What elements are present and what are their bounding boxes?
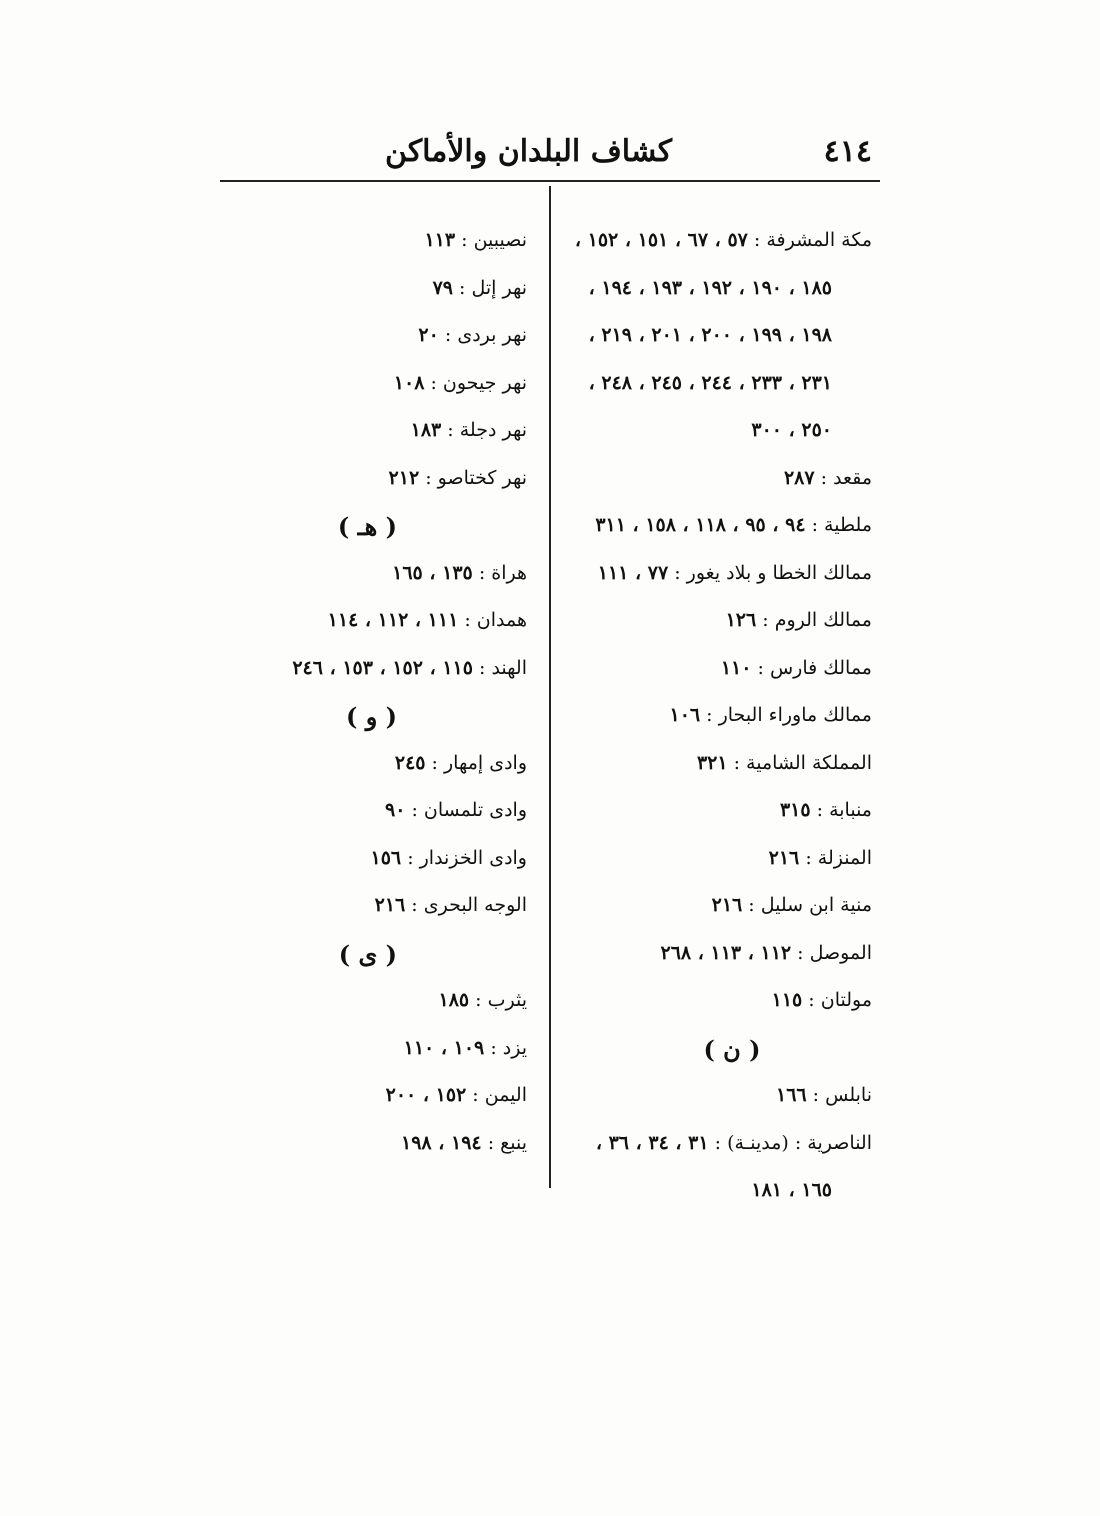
entry-place-name: الناصرية : (مدينـة) :	[714, 1131, 872, 1154]
entry-place-name: نهر جيحون :	[430, 371, 527, 394]
entry-page-numbers: ٥٧ ، ٦٧ ، ١٥١ ، ١٥٢ ،	[574, 229, 748, 251]
index-entry	[572, 648, 872, 696]
index-entry	[197, 1075, 527, 1123]
entry-place-name: نهر دجلة :	[447, 419, 527, 441]
section-letter-heading: ( هـ )	[337, 512, 397, 541]
index-entry-continuation	[572, 363, 872, 411]
page-number: ٤١٤	[823, 134, 872, 169]
entry-page-numbers: ٧٩	[432, 276, 453, 299]
entry-place-name: نهر بردى :	[444, 324, 527, 346]
index-entry	[197, 885, 527, 933]
entry-place-name: يزد :	[490, 1036, 527, 1059]
index-entry	[572, 885, 872, 933]
running-title: كشاف البلدان والأماكن	[384, 134, 672, 169]
entry-page-numbers: ٧٧ ، ١١١	[597, 561, 669, 584]
column-divider	[549, 186, 551, 1188]
entry-place-name: وادى تلمسان :	[411, 799, 527, 821]
entry-page-numbers: ٩٤ ، ٩٥ ، ١١٨ ، ١٥٨ ، ٣١١	[595, 514, 806, 536]
entry-place-name: نهر كختاصو :	[425, 466, 527, 489]
index-entry	[572, 933, 872, 981]
entry-page-numbers: ١٦٥ ، ١٨١	[751, 1179, 832, 1201]
index-entry-continuation	[572, 410, 872, 458]
entry-page-numbers: ١٥٢ ، ٢٠٠	[385, 1084, 467, 1106]
entry-place-name: ممالك الروم :	[762, 609, 872, 631]
index-entry	[197, 553, 527, 601]
entry-page-numbers: ١١٣	[424, 229, 456, 251]
index-entry	[572, 1075, 872, 1123]
entry-page-numbers: ٢١٦	[374, 894, 406, 916]
entry-page-numbers: ١١٥	[771, 989, 803, 1011]
entry-page-numbers: ١٨٥ ، ١٩٠ ، ١٩٢ ، ١٩٣ ، ١٩٤ ،	[588, 276, 832, 299]
index-entry	[572, 1123, 872, 1171]
entry-place-name: المنزلة :	[805, 846, 872, 869]
entry-place-name: مكة المشرفة :	[753, 229, 872, 251]
entry-page-numbers: ٢٤٥	[394, 751, 426, 774]
index-entry	[197, 838, 527, 886]
index-column-left	[197, 220, 527, 1170]
entry-page-numbers: ٢١٦	[711, 894, 743, 916]
entry-page-numbers: ٩٠	[385, 799, 406, 821]
index-entry	[197, 410, 527, 458]
index-column-right	[572, 220, 872, 1218]
entry-place-name: وادى الخزندار :	[407, 846, 527, 869]
index-entry	[197, 1028, 527, 1076]
index-entry	[572, 505, 872, 553]
entry-place-name: المملكة الشامية :	[733, 751, 872, 774]
entry-page-numbers: ١٩٤ ، ١٩٨	[401, 1131, 482, 1154]
index-entry	[572, 790, 872, 838]
entry-place-name: نابلس :	[812, 1084, 872, 1106]
index-entry	[572, 220, 872, 268]
index-entry-continuation	[572, 268, 872, 316]
page-header	[220, 128, 880, 176]
entry-page-numbers: ٢٠	[418, 324, 439, 346]
entry-page-numbers: ٢٥٠ ، ٣٠٠	[751, 419, 832, 441]
index-entry	[572, 695, 872, 743]
entry-place-name: الوجه البحرى :	[411, 894, 527, 916]
entry-page-numbers: ١١٠	[720, 656, 752, 679]
entry-place-name: ينبع :	[487, 1131, 527, 1154]
entry-page-numbers: ٢٣١ ، ٢٣٣ ، ٢٤٤ ، ٢٤٥ ، ٢٤٨ ،	[588, 371, 832, 394]
entry-page-numbers: ٢٨٧	[783, 466, 815, 489]
entry-page-numbers: ١٣٥ ، ١٦٥	[392, 561, 473, 584]
entry-place-name: ممالك فارس :	[757, 656, 872, 679]
section-letter-heading: ( و )	[345, 702, 397, 731]
entry-place-name: اليمن :	[472, 1084, 527, 1106]
entry-place-name: يثرب :	[475, 989, 527, 1011]
index-entry	[197, 600, 527, 648]
index-entry	[572, 600, 872, 648]
index-entry	[572, 838, 872, 886]
index-entry	[197, 458, 527, 506]
index-entry	[197, 363, 527, 411]
entry-place-name: ملطية :	[811, 514, 872, 536]
index-entry	[197, 980, 527, 1028]
entry-place-name: منبابة :	[816, 799, 872, 821]
entry-place-name: الهند :	[479, 656, 527, 679]
entry-page-numbers: ٢١٢	[388, 466, 420, 489]
entry-place-name: وادى إمهار :	[431, 751, 527, 774]
entry-place-name: مقعد :	[820, 466, 872, 489]
entry-page-numbers: ١٠٨	[393, 371, 425, 394]
index-entry	[197, 1123, 527, 1171]
section-letter-heading: ( ن )	[703, 1034, 761, 1064]
entry-place-name: منية ابن سليل :	[748, 894, 872, 916]
index-entry	[572, 980, 872, 1028]
entry-place-name: نهر إتل :	[459, 276, 527, 299]
entry-page-numbers: ٣١٥	[779, 799, 811, 821]
entry-page-numbers: ١٨٣	[410, 419, 442, 441]
entry-place-name: همدان :	[464, 609, 527, 631]
entry-place-name: ممالك الخطا و بلاد يغور :	[674, 561, 872, 584]
entry-page-numbers: ١٦٦	[776, 1084, 807, 1106]
entry-page-numbers: ١٠٩ ، ١١٠	[403, 1036, 485, 1059]
index-entry-continuation	[572, 315, 872, 363]
index-entry	[197, 315, 527, 363]
entry-page-numbers: ١٠٦	[669, 704, 701, 726]
entry-page-numbers: ١٩٨ ، ١٩٩ ، ٢٠٠ ، ٢٠١ ، ٢١٩ ،	[588, 324, 832, 346]
header-rule	[220, 180, 880, 182]
entry-place-name: مولتان :	[808, 989, 872, 1011]
index-entry	[197, 743, 527, 791]
entry-page-numbers: ٣٢١	[696, 751, 728, 774]
entry-page-numbers: ١٨٥	[438, 989, 470, 1011]
section-letter-heading: ( ى )	[338, 939, 397, 969]
entry-page-numbers: ١٢٦	[725, 609, 757, 631]
entry-place-name: هراة :	[478, 561, 527, 584]
entry-place-name: الموصل :	[797, 941, 872, 964]
index-entry	[197, 790, 527, 838]
entry-page-numbers: ١١٢ ، ١١٣ ، ٢٦٨	[660, 941, 792, 964]
index-entry-continuation	[572, 1170, 872, 1218]
index-entry	[572, 553, 872, 601]
entry-place-name: ممالك ماوراء البحار :	[706, 704, 872, 726]
entry-page-numbers: ١١٥ ، ١٥٢ ، ١٥٣ ، ٢٤٦	[292, 656, 473, 679]
entry-page-numbers: ١١١ ، ١١٢ ، ١١٤	[327, 609, 459, 631]
index-entry	[197, 268, 527, 316]
index-entry	[197, 648, 527, 696]
index-entry	[197, 220, 527, 268]
entry-page-numbers: ٢١٦	[768, 846, 800, 869]
entry-place-name: نصيبين :	[461, 229, 527, 251]
index-entry	[572, 458, 872, 506]
entry-page-numbers: ٣١ ، ٣٤ ، ٣٦ ،	[595, 1131, 709, 1154]
index-entry	[572, 743, 872, 791]
entry-page-numbers: ١٥٦	[370, 846, 402, 869]
